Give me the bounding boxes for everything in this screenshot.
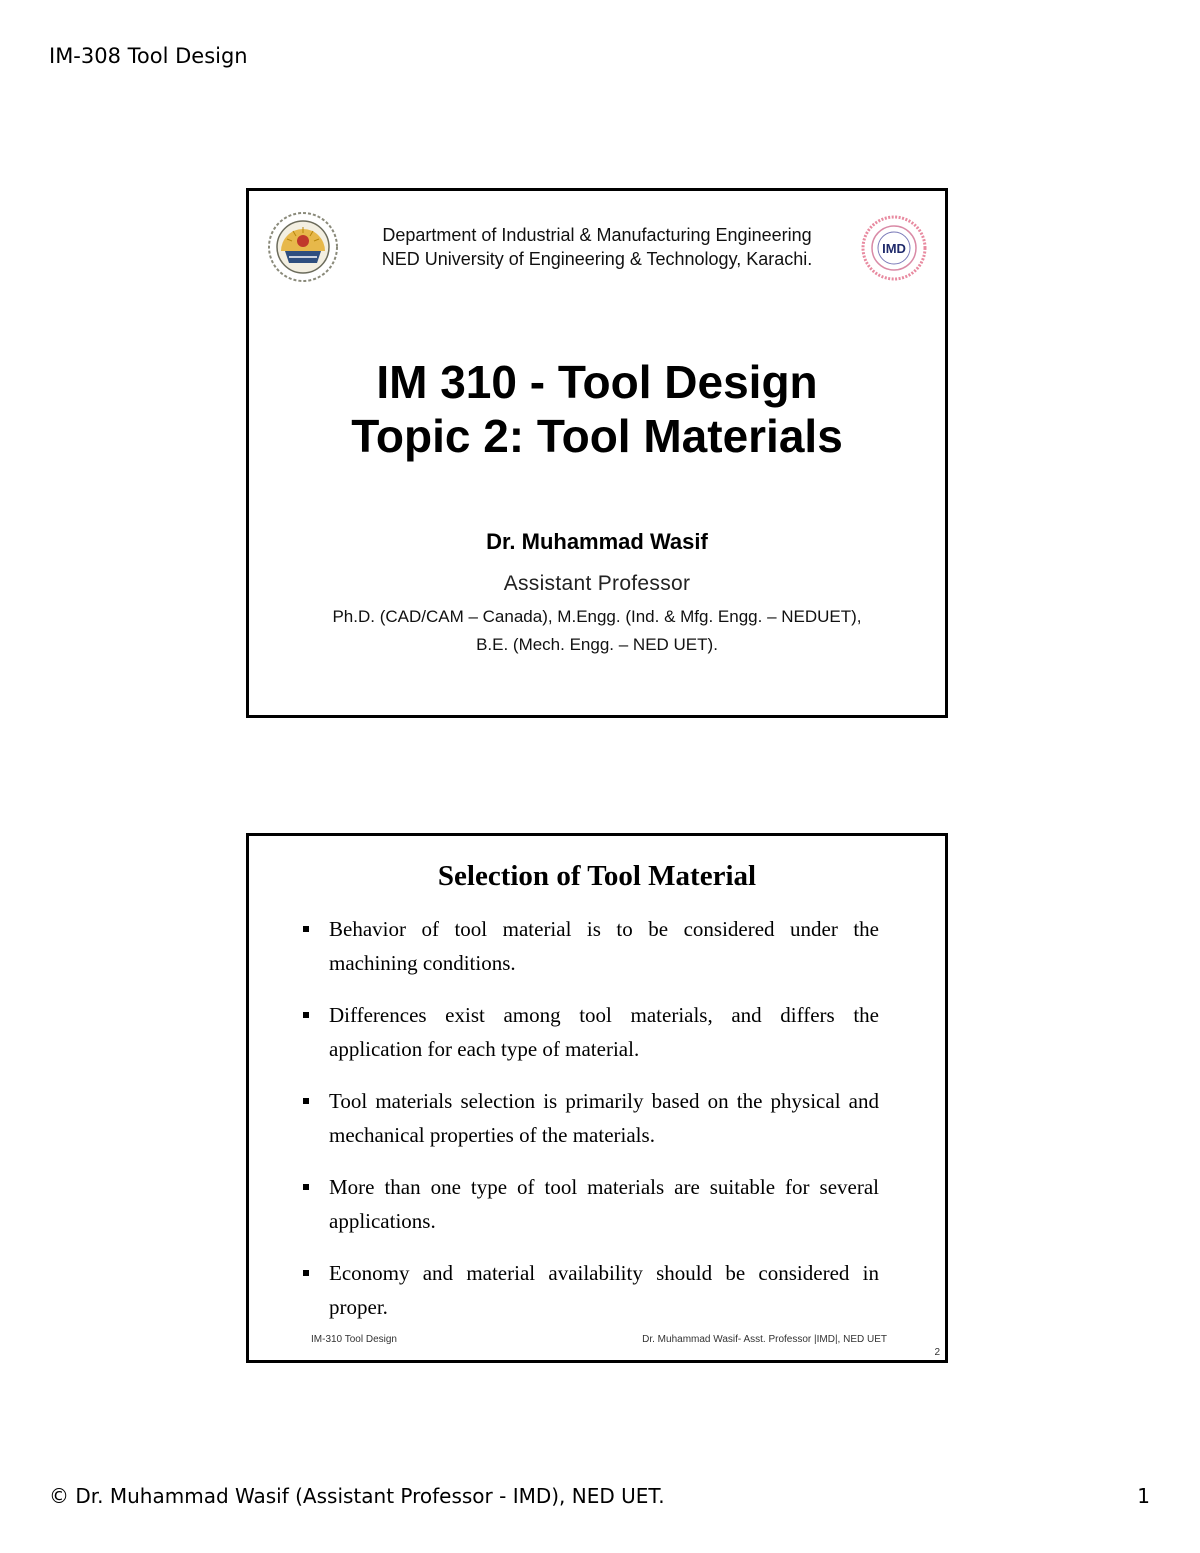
department-name: Department of Industrial & Manufacturing Engineering <box>382 225 812 245</box>
slide-title <box>246 188 948 718</box>
list-item: Tool materials selection is primarily based on the physical and mechanical properties of the materials. <box>301 1084 879 1152</box>
square-bullet-icon <box>303 926 309 932</box>
author-qualifications <box>329 603 865 659</box>
qualification-line: Ph.D. (CAD/CAM – Canada), M.Engg. (Ind. & Mfg. Engg. – NEDUET), <box>332 607 862 626</box>
page-header: IM-308 Tool Design <box>49 44 248 68</box>
author-name: Dr. Muhammad Wasif <box>486 529 708 554</box>
slide-selection-of-tool-material <box>246 833 948 1363</box>
square-bullet-icon <box>303 1270 309 1276</box>
list-item: Economy and material availability should be considered in proper. <box>301 1256 879 1324</box>
university-name: NED University of Engineering & Technology, Karachi. <box>381 249 813 269</box>
list-item: More than one type of tool materials are suitable for several applications. <box>301 1170 879 1238</box>
qualification-line: B.E. (Mech. Engg. – NED UET). <box>476 635 718 654</box>
topic-title: Topic 2: Tool Materials <box>351 410 843 462</box>
slide-main-title <box>249 355 945 463</box>
slide-footer-author: Dr. Muhammad Wasif- Asst. Professor |IMD|, NED UET <box>642 1334 887 1345</box>
square-bullet-icon <box>303 1184 309 1190</box>
course-title: IM 310 - Tool Design <box>376 356 818 408</box>
department-header <box>249 223 945 271</box>
slide-footer-course: IM-310 Tool Design <box>311 1334 397 1345</box>
page-footer: © Dr. Muhammad Wasif (Assistant Professor - IMD), NED UET. <box>49 1484 665 1508</box>
svg-text:IMD: IMD <box>882 241 906 256</box>
list-item: Behavior of tool material is to be considered under the machining conditions. <box>301 912 879 980</box>
bullet-list <box>301 912 879 1342</box>
page-number: 1 <box>1137 1484 1150 1508</box>
slide-heading: Selection of Tool Material <box>437 860 757 892</box>
list-item: Differences exist among tool materials, and differs the application for each type of material. <box>301 998 879 1066</box>
square-bullet-icon <box>303 1012 309 1018</box>
square-bullet-icon <box>303 1098 309 1104</box>
author-role: Assistant Professor <box>503 572 691 595</box>
slide-number: 2 <box>934 1347 940 1358</box>
